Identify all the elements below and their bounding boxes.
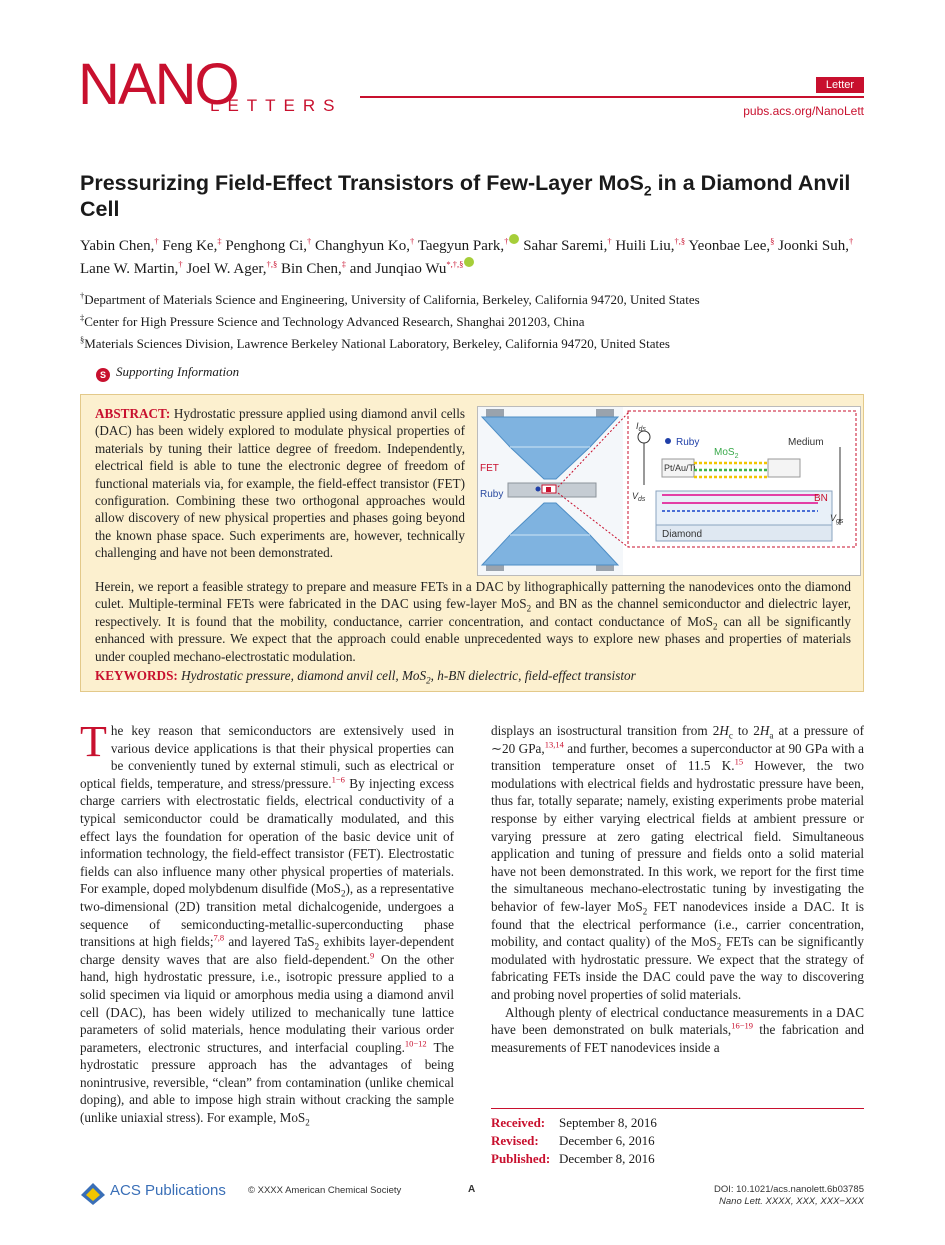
author-affiliation-mark: † (607, 236, 612, 246)
author-name[interactable]: Joel W. Ager, (186, 261, 267, 277)
electrode-label: Pt/Au/Ti (664, 463, 696, 473)
abstract-wide-text: Herein, we report a feasible strategy to prepare and measure FETs in a DAC by lithographically patterning the nanodevices onto the diamond culet. Multiple-terminal FETs were fabricated in the DAC using few-layer MoS$_2$ and BN as the channel semiconductor and dielectric layer, respectively. It is found that the mobility, conductance, carrier concentration, and contact conductance of MoS$_2$ can all be significantly enhanced with pressure. We expect that the approach could enable unprecedented ways to explore new phases and properties of materials under coupled mechano-electrostatic modulation. (95, 579, 851, 664)
dac-fet-schematic (478, 407, 860, 575)
author-affiliation-mark: ‡ (341, 259, 347, 269)
author-affiliation-mark: † (178, 259, 183, 269)
fet-label: FET (480, 463, 499, 474)
medium-label: Medium (788, 437, 824, 448)
author-name[interactable]: Taegyun Park, (417, 238, 505, 254)
fet-device (546, 487, 551, 492)
substrate-region (656, 491, 832, 525)
author-name[interactable]: Yabin Chen, (80, 238, 155, 254)
ruby-legend-dot (665, 438, 671, 444)
drop-cap: T (80, 717, 107, 766)
article-title: Pressurizing Field-Effect Transistors of Few-Layer MoS$_2$ in a Diamond Anvil Cell (80, 171, 851, 221)
dates-rule (491, 1108, 864, 1109)
author-name[interactable]: Huili Liu, (615, 238, 675, 254)
author-affiliation-mark: † (154, 236, 159, 246)
supporting-info-icon: S (96, 368, 110, 382)
bn-label: BN (814, 493, 828, 504)
logo-letters-text: LETTERS (210, 96, 343, 115)
body-column-left: T he key reason that semiconductors are extensively used in various device applications is that their physical properties can be conveniently tuned by external stimuli, such as electrical or optical fields, temperature, and stress/pressure.$^{1-6}$ By injecting excess charge carriers with electrostatic fields, electrical conductivity of a typical semiconductor could be dramatically modulated, and this effect lays the foundation for operation of the basic device unit of information technology, the field-effect transistor (FET). Electrostatic fields can also influence many other physical properties of materials. For example, doped molybdenum disulfide (MoS$_2$), as a representative two-dimensional (2D) transition metal dichalcogenide, undergoes a sequence of semiconducting-metallic-superconducting phase transitions at high fields;$^{7,8}$ and layered TaS$_2$ exhibits layer-dependent charge density waves that are also field-dependent.$^9$ On the other hand, high hydrostatic pressure, i.e., isotropic pressure applied to a solid specimen via liquid or amorphous media using a diamond anvil cell (DAC), has been widely utilized to mechanically tune lattice parameters of solid materials, hence modulating their various order parameters, electronic structures, and interfacial coupling.$^{10-12}$ The hydrostatic pressure approach has the advantages of being nonintrusive, reversible, “clean” from contamination (unlike chemical doping), and able to impose high strain without cracking the sample (unlike uniaxial stress). For example, MoS$_2$ (80, 717, 455, 1128)
journal-logo (78, 52, 343, 117)
author-name[interactable]: Feng Ke, (162, 238, 218, 254)
ruby-left-label: Ruby (480, 489, 504, 500)
keywords-line: KEYWORDS: Hydrostatic pressure, diamond anvil cell, MoS$_2$, h-BN dielectric, field-effect transistor (95, 668, 636, 686)
author-name[interactable]: Penghong Ci, (225, 238, 308, 254)
article-type-badge: Letter (816, 77, 864, 93)
supporting-information-link[interactable]: S Supporting Information (96, 364, 239, 382)
mos2-label: MoS$_2$ (714, 447, 739, 460)
orcid-icon[interactable] (464, 257, 474, 267)
author-affiliation-mark: † (307, 236, 312, 246)
author-affiliation-mark: †,§ (266, 259, 278, 269)
copyright-text: © XXXX American Chemical Society (248, 1185, 402, 1196)
ruby-legend-label: Ruby (676, 437, 700, 448)
author-affiliation-mark: †,§ (674, 236, 686, 246)
author-affiliation-mark: † (848, 236, 854, 246)
affiliation-3: §Materials Sciences Division, Lawrence Berkeley National Laboratory, Berkeley, California 94720, United States (80, 334, 670, 351)
author-affiliation-mark: § (770, 236, 775, 246)
electrode-right (768, 459, 800, 477)
author-affiliation-mark: *,†,§ (446, 259, 464, 269)
ruby-sphere (536, 487, 541, 492)
affiliation-1: †Department of Materials Science and Engineering, University of California, Berkeley, California 94720, United States (80, 290, 700, 307)
author-name[interactable]: Bin Chen, (280, 261, 342, 277)
body-column-right: displays an isostructural transition from $2H_c$ to $2H_a$ at a pressure of ∼20 GPa,$^{13,14}$ and further, becomes a superconductor at 90 GPa with a transition temperature onset of 11.5 K.$^{15}$ However, the two modulations with electrical fields and hydrostatic pressure have been, thus far, totally separate; namely, existing experiments probe material response by either varying electrical fields at ambient pressure or varying pressure at zero gating electrical field. Simultaneous application and tuning of pressure and fields onto a solid material have not been demonstrated. In this work, we report for the first time the simultaneous mechano-electrostatic tuning by investigating the behavior of few-layer MoS$_2$ FET nanodevices inside a DAC. It is found that the electrical performance (i.e., carrier concentration, mobility, and contact quality) of the MoS$_2$ FETs can be significantly modulated with hydrostatic pressure. We expect that the strategy of fabricating FETs inside the DAC could pave the way to discovering and probing novel properties of solid materials. Although plenty of electrical conductance measurements in a DAC have been demonstrated on bulk materials,$^{16-19}$ the fabrication and measurements of FET nanodevices inside a (491, 723, 865, 1055)
citation-text: Nano Lett. XXXX, XXX, XXX−XXX (719, 1196, 864, 1207)
body-right-paragraph-2: Although plenty of electrical conductance measurements in a DAC have been demonstrated on bulk materials,$^{16-19}$ the fabrication and measurements of FET nanodevices inside a (491, 1004, 864, 1055)
logo-nano-text: NANO (78, 52, 238, 117)
header-rule (360, 96, 864, 98)
acs-logo-icon (80, 1182, 106, 1206)
published-date: Published: December 8, 2016 (491, 1151, 655, 1166)
journal-url-link[interactable]: pubs.acs.org/NanoLett (743, 104, 864, 118)
vgs-label: $V_{gs}$ (830, 513, 844, 525)
affiliation-2: ‡Center for High Pressure Science and Technology Advanced Research, Shanghai 201203, China (80, 312, 585, 329)
revised-date: Revised: December 6, 2016 (491, 1133, 655, 1148)
publication-dates (491, 1114, 657, 1168)
doi-link[interactable]: DOI: 10.1021/acs.nanolett.6b03785 (713, 1184, 864, 1195)
toc-graphic (477, 406, 861, 576)
page-footer (80, 1180, 864, 1210)
author-name[interactable]: Yeonbae Lee, (688, 238, 771, 254)
author-name[interactable]: Joonki Suh, (778, 238, 849, 254)
author-name[interactable]: Changhyun Ko, (315, 238, 411, 254)
received-date: Received: September 8, 2016 (491, 1115, 657, 1130)
author-affiliation-mark: † (410, 236, 415, 246)
author-name[interactable]: Sahar Saremi, (523, 238, 608, 254)
orcid-icon[interactable] (509, 234, 519, 244)
author-name[interactable]: and Junqiao Wu (349, 261, 447, 277)
vds-label: $V_{ds}$ (632, 491, 646, 503)
ids-label: $I_{ds}$ (636, 421, 646, 433)
page-number: A (468, 1184, 476, 1195)
diamond-label: Diamond (662, 529, 703, 540)
acs-publications-text: ACS Publications (110, 1182, 226, 1199)
abstract-narrow-text: ABSTRACT: Hydrostatic pressure applied using diamond anvil cells (DAC) has been widely explored to modulate physical properties of materials by tuning their lattice degree of freedom. Independently, electrical field is able to tune the electronic degree of freedom of functional materials via, for example, the field-effect transistor (FET) configuration. Combining these two orthogonal approaches would allow discovery of new physical properties and phases going beyond the known phase space. Such experiments are, however, technically challenging and have not been demonstrated. (95, 406, 466, 561)
author-list (80, 234, 875, 280)
author-name[interactable]: Lane W. Martin, (80, 261, 179, 277)
author-affiliation-mark: ‡ (217, 236, 222, 246)
author-affiliation-mark: † (504, 236, 509, 246)
